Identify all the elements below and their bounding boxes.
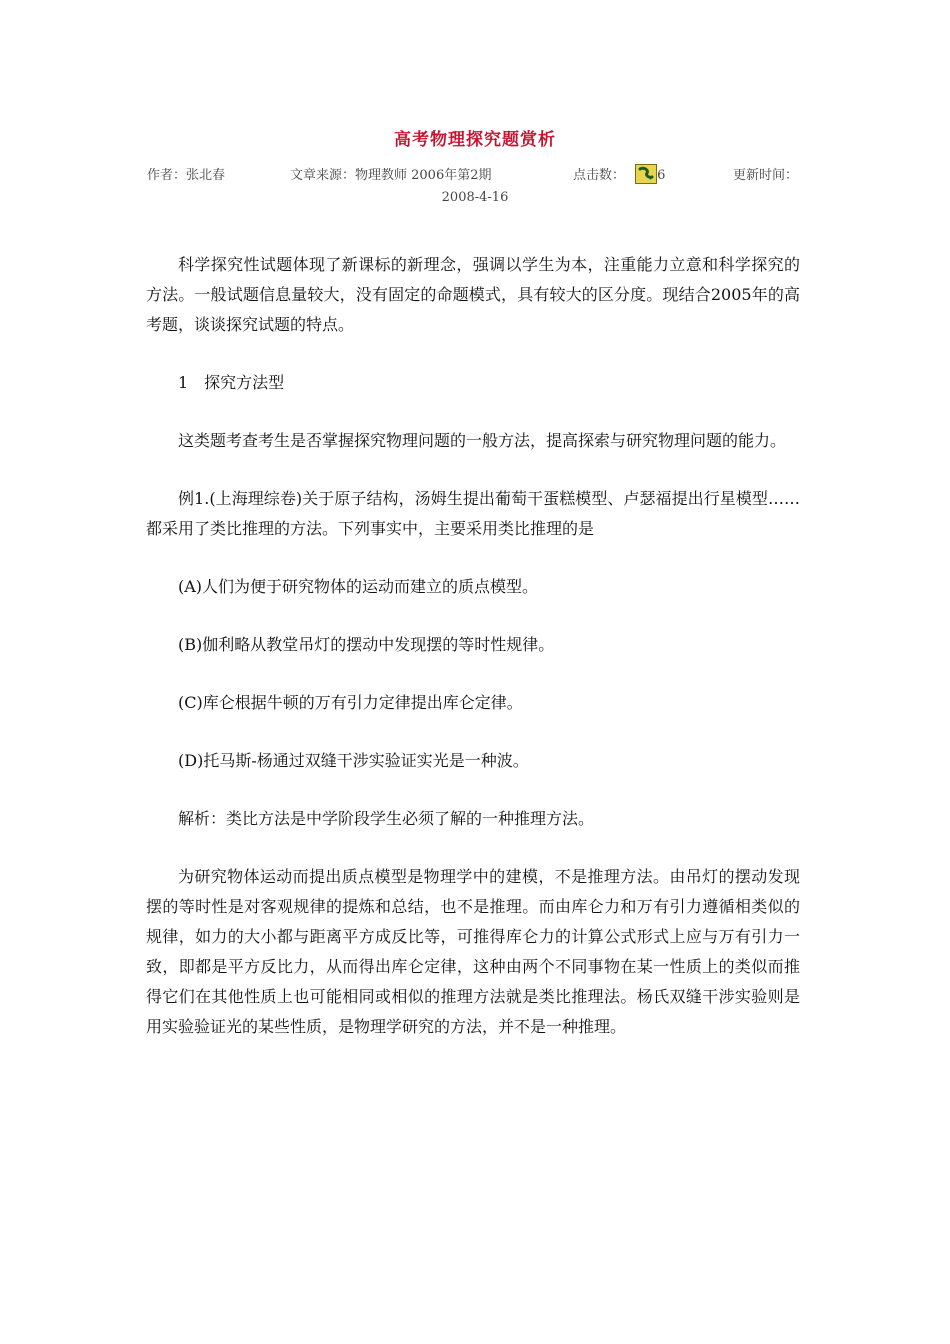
option-d: (D)托马斯-杨通过双缝干涉实验证实光是一种波。 bbox=[178, 751, 529, 770]
meta-clicks-value: 6 bbox=[657, 168, 666, 183]
analysis-body: 为研究物体运动而提出质点模型是物理学中的建模，不是推理方法。由吊灯的摆动发现摆的等时性是对客观规律的提炼和总结，也不是推理。而由库仑力和万有引力遵循相类似的规律，如力的大小都与距离平方成反比等，可推得库仑力的计算公式形式上应与万有引力一致，即都是平方反比力，从而得出库仑定律，这种由两个不同事物在某一性质上的类似而推得它们在其他性质上也可能相同或相似的推理方法就是类比推理法。杨氏双缝干涉实验则是用实验验证光的某些性质，是物理学研究的方法，并不是一种推理。 bbox=[146, 867, 800, 1036]
meta-author: 作者：张北春 bbox=[147, 168, 226, 183]
meta-source: 文章来源：物理教师 2006年第2期 bbox=[290, 168, 492, 183]
intro-paragraph: 科学探究性试题体现了新课标的新理念，强调以学生为本，注重能力立意和科学探究的方法。一般试题信息量较大，没有固定的命题模式，具有较大的区分度。现结合2005年的高考题，谈谈探究试题的特点。 bbox=[146, 255, 800, 334]
option-b: (B)伽利略从教堂吊灯的摆动中发现摆的等时性规律。 bbox=[178, 635, 555, 654]
section-description: 这类题考查考生是否掌握探究物理问题的一般方法，提高探索与研究物理问题的能力。 bbox=[178, 431, 787, 450]
clicks-counter-icon bbox=[635, 164, 657, 184]
meta-clicks-label: 点击数： bbox=[573, 168, 626, 183]
option-c: (C)库仑根据牛顿的万有引力定律提出库仑定律。 bbox=[178, 693, 523, 712]
article-body bbox=[146, 250, 817, 1070]
section-heading: 1 探究方法型 bbox=[178, 373, 285, 392]
meta-update-date: 2008-4-16 bbox=[441, 190, 509, 205]
analysis-intro: 解析：类比方法是中学阶段学生必须了解的一种推理方法。 bbox=[178, 809, 595, 828]
option-a: (A)人们为便于研究物体的运动而建立的质点模型。 bbox=[178, 577, 539, 596]
article-title: 高考物理探究题赏析 bbox=[394, 130, 556, 150]
meta-update-label: 更新时间： bbox=[733, 168, 799, 183]
meta-clicks bbox=[573, 164, 665, 184]
example-question: 例1.(上海理综卷)关于原子结构，汤姆生提出葡萄干蛋糕模型、卢瑟福提出行星模型…… 都采用了类比推理的方法。下列事实中，主要采用类比推理的是 bbox=[146, 489, 817, 538]
